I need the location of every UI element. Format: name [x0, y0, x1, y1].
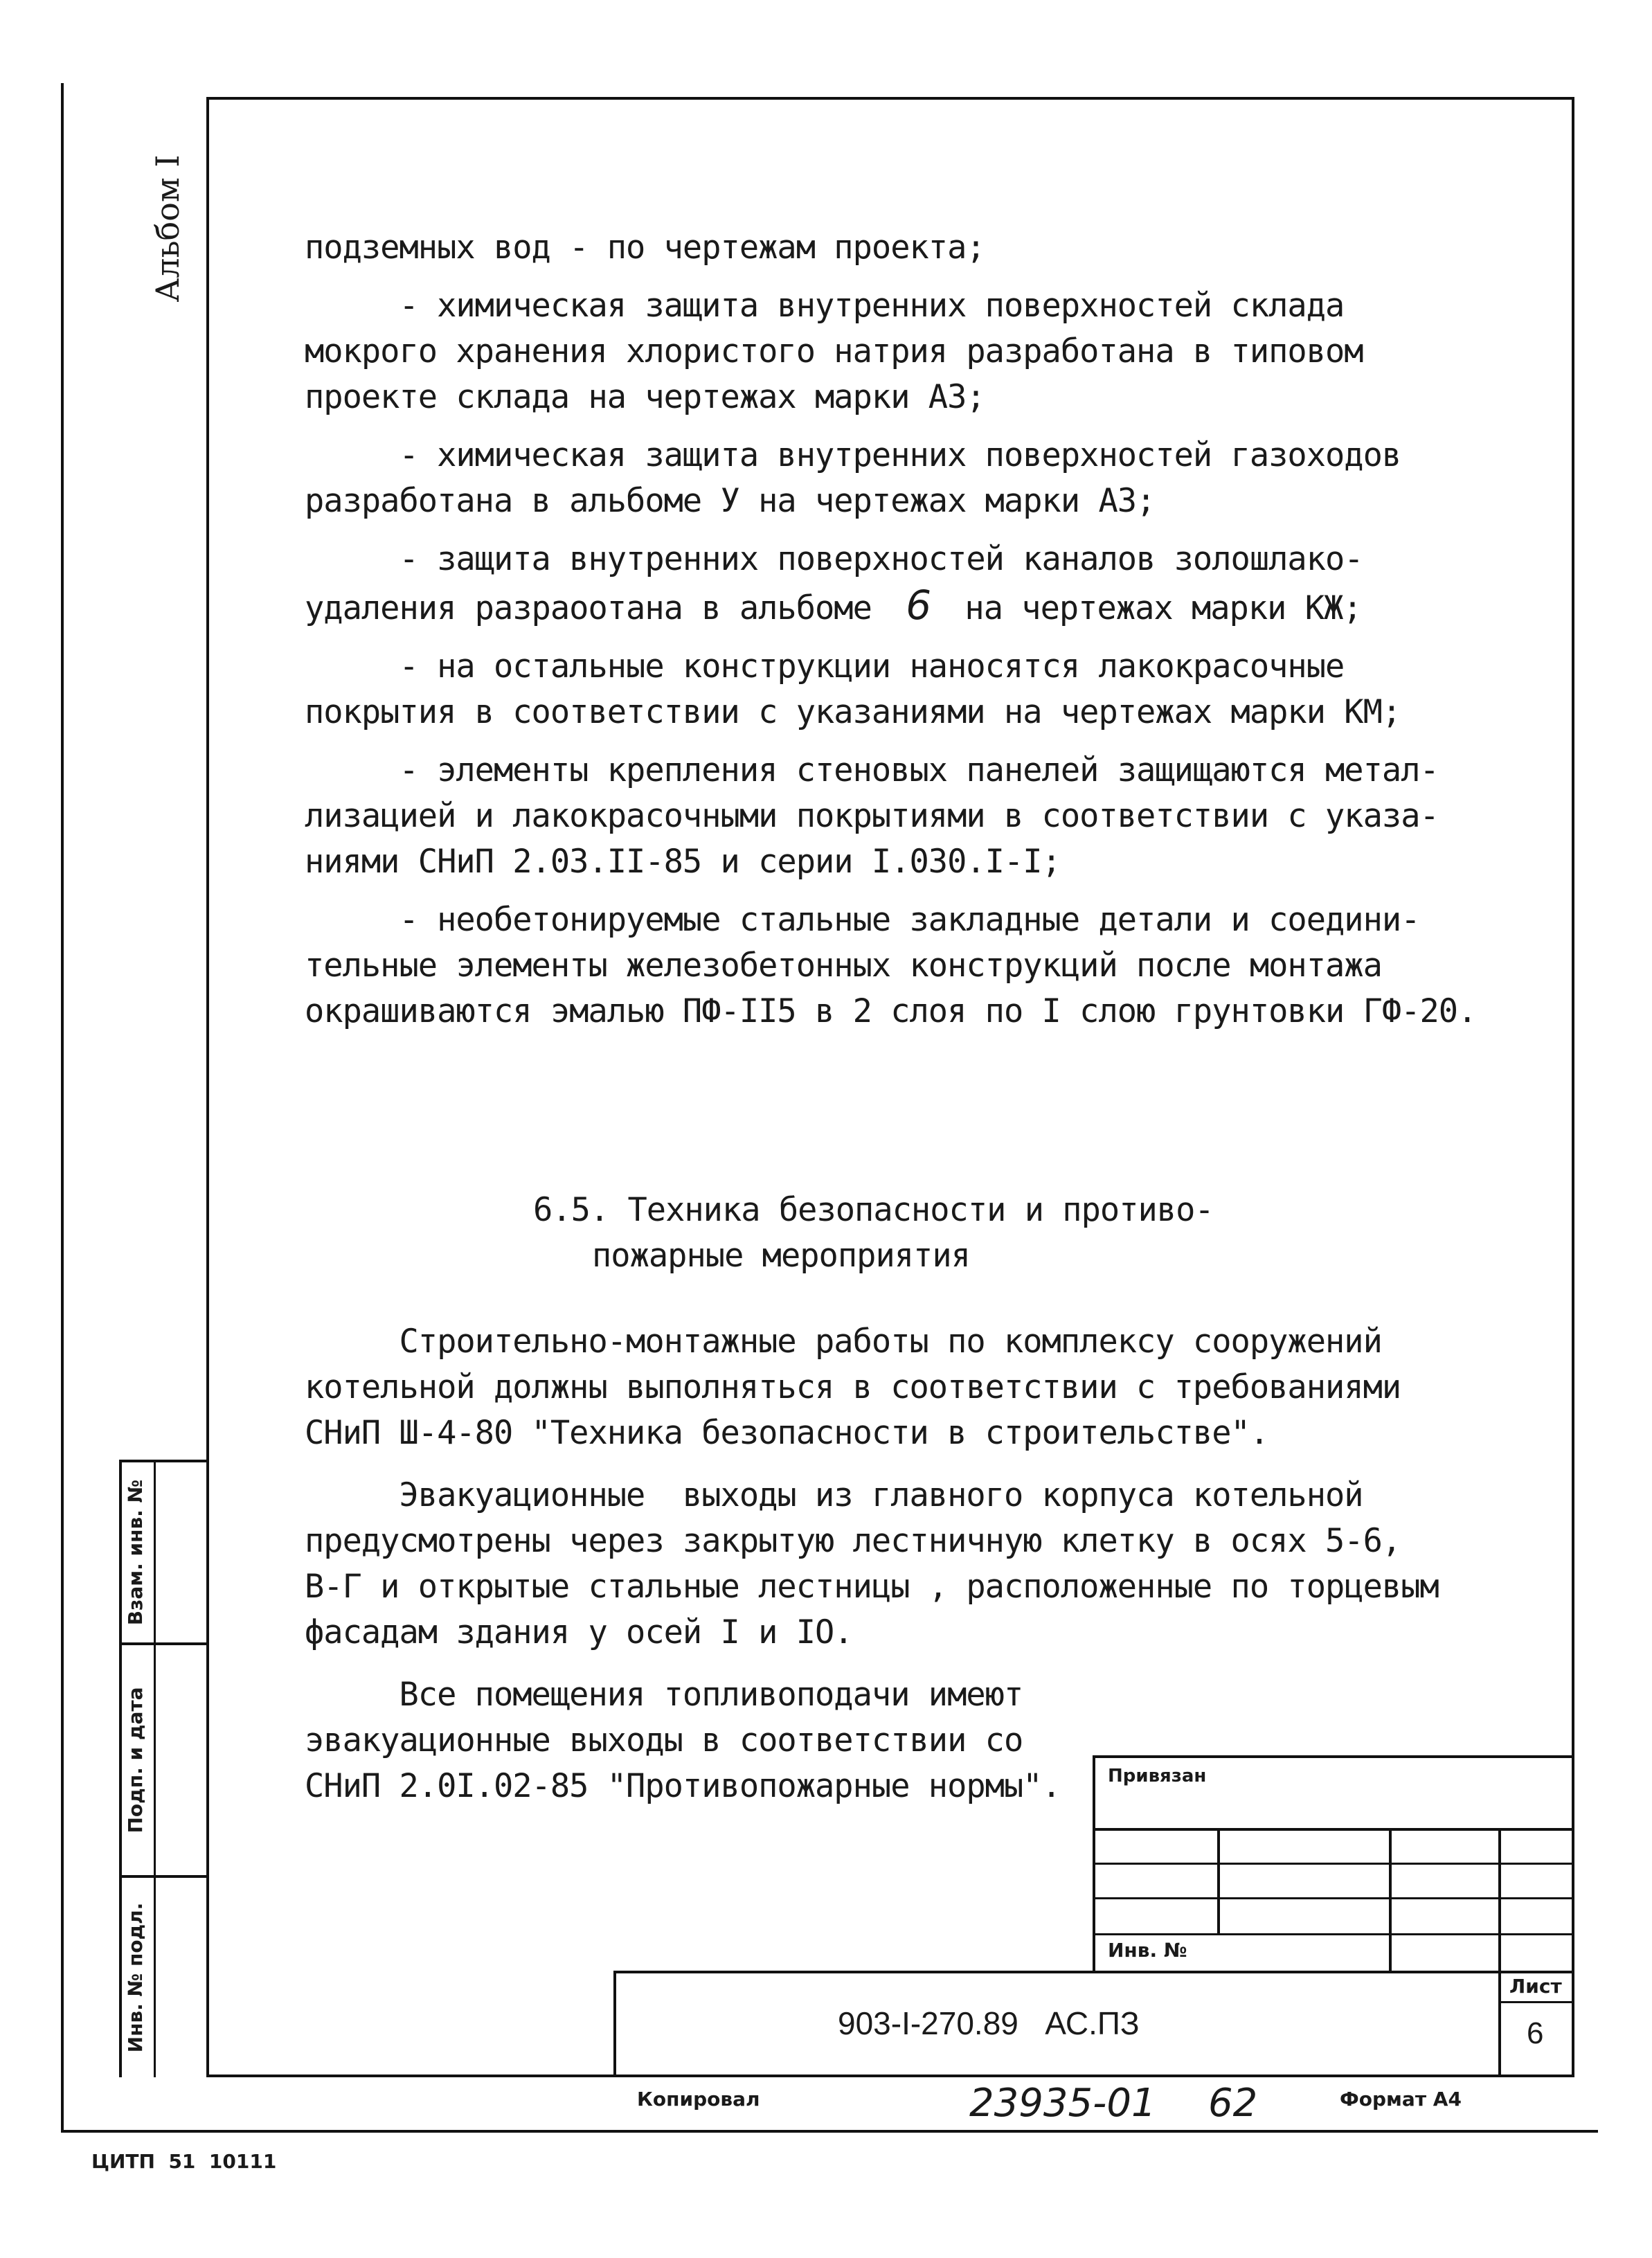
section-title-line-1: Техника безопасности и противо-	[627, 1191, 1214, 1229]
stamp-row-line-3	[1093, 1897, 1574, 1899]
inv-no-label: Инв. №	[1108, 1939, 1187, 1962]
side-stamp-podp-data: Подп. и дата	[124, 1687, 147, 1834]
section-paragraph-2	[305, 1473, 1439, 1656]
code-box-top	[613, 1971, 1574, 1973]
side-stamp-inv-podl: Инв. № подл.	[124, 1902, 147, 2053]
text-line: окрашиваются эмалью ПФ-II5 в 2 слоя по I слою грунтовки ГФ-20.	[305, 992, 1477, 1030]
paragraph-6	[305, 748, 1476, 885]
section-title-line-2: пожарные мероприятия	[592, 1237, 970, 1275]
paragraph-1	[305, 225, 1476, 271]
paragraph-7	[305, 897, 1476, 1034]
section-paragraph-3	[305, 1672, 1439, 1809]
text-line: - на остальные конструкции наносятся лакокрасочные	[305, 647, 1345, 686]
text-fragment: на чертежах марки КЖ;	[964, 589, 1362, 627]
side-stamp-left	[119, 1460, 122, 2077]
privyazan-label: Привязан	[1108, 1766, 1207, 1786]
text-line: разработана в альбоме У на чертежах марки АЗ;	[305, 482, 1156, 520]
section-paragraph-1	[305, 1319, 1439, 1456]
paragraph-3	[305, 433, 1476, 524]
section-heading	[533, 1188, 1214, 1279]
text-line: проекте склада на чертежах марки АЗ;	[305, 378, 985, 416]
text-line: тельные элементы железобетонных конструкций после монтажа	[305, 947, 1382, 985]
text-line: СНиП Ш-4-80 "Техника безопасности в строительстве".	[305, 1414, 1269, 1452]
text-line: лизацией и лакокрасочными покрытиями в соответствии с указа-	[305, 797, 1439, 835]
text-line: Все помещения топливоподачи имеют	[305, 1676, 1023, 1714]
text-line: подземных вод - по чертежам проекта;	[305, 229, 985, 267]
stamp-row-line-4	[1093, 1933, 1574, 1935]
outer-bottom-border	[61, 2130, 1598, 2133]
stamp-col-line-2	[1389, 1828, 1392, 1973]
frame-top	[206, 97, 1574, 100]
side-stamp-top	[119, 1460, 209, 1462]
text-line: СНиП 2.0I.02-85 "Противопожарные нормы".	[305, 1767, 1061, 1805]
text-line: эвакуационные выходы в соответствии со	[305, 1721, 1023, 1759]
section-heading-line-1	[533, 1188, 1214, 1233]
text-line: покрытия в соответствии с указаниями на чертежах марки КМ;	[305, 693, 1401, 731]
sheet-number: 6	[1527, 2016, 1544, 2050]
frame-left	[206, 97, 209, 2077]
format-label: Формат А4	[1340, 2088, 1462, 2111]
side-stamp-mid	[154, 1460, 156, 2077]
code-box-right	[1498, 1971, 1501, 2077]
kopiroval-label: Копировал	[637, 2088, 760, 2111]
text-line-with-handwriting	[305, 582, 1476, 631]
document-code: 903-I-270.89 АС.ПЗ	[838, 2005, 1140, 2041]
main-text	[305, 225, 1476, 1034]
text-line: мокрого хранения хлористого натрия разработана в типовом	[305, 332, 1363, 370]
text-line: Строительно-монтажные работы по комплексу сооружений	[305, 1323, 1382, 1361]
paragraph-5	[305, 644, 1476, 735]
sheet-label-line	[1498, 2001, 1574, 2003]
text-line: предусмотрены через закрытую лестничную клетку в осях 5-6,	[305, 1522, 1401, 1560]
text-line: ниями СНиП 2.03.II-85 и серии I.030.I-I;	[305, 843, 1061, 881]
text-line: - элементы крепления стеновых панелей защищаются метал-	[305, 751, 1439, 789]
section-text	[305, 1319, 1439, 1809]
code-box-left	[613, 1971, 616, 2077]
text-fragment: удаления разраоотана в альбоме	[305, 589, 872, 627]
outer-left-border	[61, 83, 64, 2133]
text-line: фасадам здания у осей I и IO.	[305, 1613, 853, 1651]
stamp-row-line-1	[1093, 1828, 1574, 1831]
stamp-col-line-3	[1498, 1828, 1501, 1973]
side-stamp-div-1	[119, 1642, 209, 1645]
side-stamp-div-2	[119, 1875, 209, 1878]
text-line: - химическая защита внутренних поверхностей газоходов	[305, 436, 1401, 474]
text-line: котельной должны выполняться в соответствии с требованиями	[305, 1368, 1401, 1406]
handwritten-album-number: 6	[906, 582, 931, 629]
text-line: Эвакуационные выходы из главного корпуса котельной	[305, 1476, 1363, 1514]
print-mark: ЦИТП 51 10111	[91, 2150, 277, 2173]
handwritten-copy-number: 23935-01	[969, 2081, 1156, 2126]
handwritten-page-number: 62	[1208, 2081, 1258, 2126]
frame-bottom	[206, 2075, 1574, 2077]
side-stamp-vzam-inv: Взам. инв. №	[124, 1479, 147, 1626]
text-line: - защита внутренних поверхностей каналов золошлако-	[305, 540, 1363, 578]
stamp-top	[1093, 1755, 1574, 1758]
section-number: 6.5.	[533, 1191, 609, 1229]
frame-right	[1572, 97, 1574, 2077]
text-line: - химическая защита внутренних поверхностей склада	[305, 287, 1345, 325]
stamp-col-line-1	[1217, 1828, 1220, 1935]
text-line: - необетонируемые стальные закладные детали и соедини-	[305, 901, 1420, 939]
sheet-label: Лист	[1509, 1975, 1562, 1998]
stamp-row-line-2	[1093, 1863, 1574, 1865]
paragraph-2	[305, 283, 1476, 420]
album-label: Альбом I	[149, 154, 186, 303]
text-line: В-Г и открытые стальные лестницы , расположенные по торцевым	[305, 1568, 1439, 1606]
paragraph-4	[305, 537, 1476, 631]
